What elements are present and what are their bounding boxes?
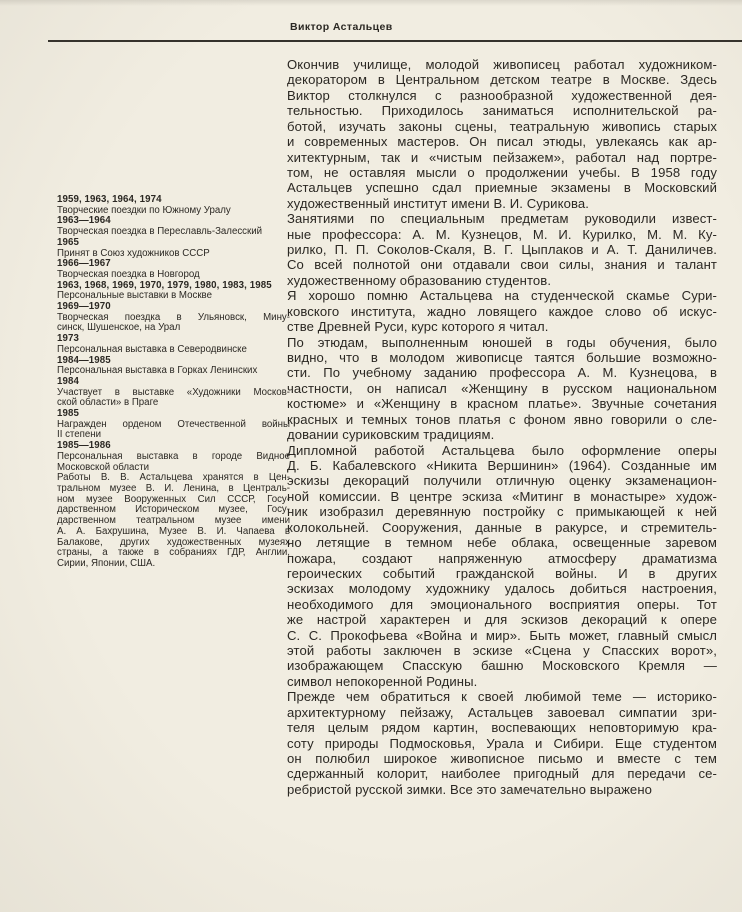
chronology-years: 1985—1986 xyxy=(57,440,111,452)
chronology-years: 1965 xyxy=(57,236,79,248)
collections-note-line: А. А. Бахрушина, Музее В. И. Чапаева в xyxy=(57,525,290,537)
article-line: же настрой характерен и для эскизов декораций к опере xyxy=(287,612,717,628)
chronology-entry xyxy=(57,259,290,280)
collections-note-line: страны, а также в собраниях ГДР, Англии, xyxy=(57,547,290,559)
article-line: Со всей полнотой они отдавали свои силы, знания и талант xyxy=(287,257,717,273)
chronology-entry xyxy=(57,441,290,473)
article-paragraph xyxy=(287,57,717,211)
article-line: архитектурному пейзажу, Астальцев завоевал симпатии зри- xyxy=(287,704,717,720)
article-line: теля целым рядом картин, воспевающих неповторимую кра- xyxy=(287,720,717,736)
chronology-text-line: Персональная выставка в городе Видное xyxy=(57,450,290,462)
article-line: тельностью. Приходилось заниматься исполнительской ра- xyxy=(287,103,717,119)
article-paragraph xyxy=(287,689,717,797)
article-line: Д. Б. Кабалевского «Никита Вершинин» (1964). Созданные им xyxy=(287,457,717,473)
chronology-entry xyxy=(57,216,290,237)
page-header-title: Виктор Астальцев xyxy=(290,21,393,33)
chronology-years: 1966—1967 xyxy=(57,258,111,270)
chronology-text-line: Творческая поездка в Переславль-Залесский xyxy=(57,226,263,238)
chronology-text-line: Награжден орденом Отечественной войны xyxy=(57,418,290,430)
article-line: декоратором в Центральном детском театре в Москве. Здесь xyxy=(287,72,717,88)
header-rule xyxy=(48,40,742,42)
article-line: героических событий гражданской войны. И в других xyxy=(287,565,717,581)
collections-note-line: Балакове, других художественных музеях xyxy=(57,536,290,548)
chronology-years: 1985 xyxy=(57,408,79,420)
article-line: Окончив училище, молодой живописец работал художником- xyxy=(287,57,717,72)
collections-note-line: тральном музее В. И. Ленина, в Централь- xyxy=(57,482,290,494)
article-line: С. С. Прокофьева «Война и мир». Быть может, главный смысл xyxy=(287,627,717,643)
article-line: Прежде чем обратиться к своей любимой теме — историко- xyxy=(287,689,717,705)
collections-note-line: дарственном Историческом музее, Госу- xyxy=(57,504,290,516)
article-line: символ непокоренной Родины. xyxy=(287,673,478,689)
chronology-text-line: Участвует в выставке «Художники Москов- xyxy=(57,386,290,398)
article-line: частности, он написал «Женщину в русском национальном xyxy=(287,380,717,396)
article-line: сти. По учебному заданию профессора А. М. Кузнецова, в xyxy=(287,365,717,381)
article-line: соту природы Подмосковья, Урала и Сибири. Еще студентом xyxy=(287,735,717,751)
chronology-entry xyxy=(57,356,290,377)
article-line: видно, что в молодом живописце таятся большие возможно- xyxy=(287,350,717,366)
chronology-sidebar xyxy=(57,195,290,570)
article-line: необходимого для эмоционального восприятия оперы. Тот xyxy=(287,596,717,612)
article-line: ребристой русской зимки. Все это замечательно выражено xyxy=(287,781,653,797)
article-line: пожара, создают напряженную атмосферу драматизма xyxy=(287,550,717,566)
article-paragraph xyxy=(287,211,717,288)
chronology-text-line: Московской области xyxy=(57,461,150,473)
article-line: По этюдам, выполненным юношей в годы обучения, было xyxy=(287,334,717,350)
chronology-entry xyxy=(57,238,290,259)
chronology-text-line: II степени xyxy=(57,429,102,441)
article-line: ботой, изучать законы сцены, театральную живопись старых xyxy=(287,118,717,134)
article-paragraph xyxy=(287,335,717,443)
article-line: ник изобразил деревянную постройку с примыкающей к ней xyxy=(287,504,717,520)
chronology-text-line: Персональная выставка в Горках Ленинских xyxy=(57,365,258,377)
chronology-entry xyxy=(57,302,290,334)
article-line: изображающем Спасскую башню Московского Кремля — xyxy=(287,658,717,674)
article-paragraph xyxy=(287,443,717,690)
article-line: он полюбил широкое живописное письмо и вместе с тем xyxy=(287,750,717,766)
chronology-years: 1984 xyxy=(57,375,79,387)
article-line: костюме» и «Женщину в красном платье». Звучные сочетания xyxy=(287,396,717,412)
collections-note-line: дарственном театральном музее имени xyxy=(57,515,290,527)
chronology-entry xyxy=(57,195,290,216)
chronology-text-line: Творческая поездка в Новгород xyxy=(57,268,200,280)
chronology-years: 1984—1985 xyxy=(57,354,111,366)
article-line: довании суриковским традициям. xyxy=(287,427,495,443)
chronology-entry xyxy=(57,377,290,409)
chronology-years: 1973 xyxy=(57,333,79,345)
chronology-text-line: Принят в Союз художников СССР xyxy=(57,247,210,259)
chronology-entry xyxy=(57,409,290,441)
article-line: стве Древней Руси, курс которого я читал. xyxy=(287,319,549,335)
article-line: Я хорошо помню Астальцева на студенческой скамье Сури- xyxy=(287,288,717,304)
article-line: Виктор столкнулся с разнообразной художественной дея- xyxy=(287,87,717,103)
collections-note-line: Работы В. В. Астальцева хранятся в Цен- xyxy=(57,472,290,484)
article-line: но летящие в темном небе облака, освещенные заревом xyxy=(287,535,717,551)
chronology-years: 1963—1964 xyxy=(57,215,111,227)
collections-note-line: Сирии, Японии, США. xyxy=(57,557,156,569)
article-line: Дипломной работой Астальцева было оформление оперы xyxy=(287,442,717,458)
chronology-text-line: Персональные выставки в Москве xyxy=(57,290,212,302)
chronology-text-line: ской области» в Праге xyxy=(57,397,159,409)
article-text xyxy=(287,57,717,797)
chronology-entry xyxy=(57,334,290,355)
chronology-years: 1959, 1963, 1964, 1974 xyxy=(57,194,162,205)
article-line: и современных мастеров. Он писал этюды, увлекаясь как ар- xyxy=(287,134,717,150)
article-line: ковского института, жадно ловящего каждое слово об искус- xyxy=(287,303,717,319)
chronology-text-line: Творческая поездка в Ульяновск, Мину- xyxy=(57,311,290,323)
article-line: эскизах молодому художнику удалось добиться настроения, xyxy=(287,581,717,597)
article-line: эскизы декораций получили отличную оценку экзаменацион- xyxy=(287,473,717,489)
chronology-years: 1963, 1968, 1969, 1970, 1979, 1980, 1983, 1985 xyxy=(57,279,272,291)
article-line: этой работы заключен в эскизе «Сцена у Спасских ворот», xyxy=(287,643,717,659)
collections-note-line: ном музее Вооруженных Сил СССР, Госу- xyxy=(57,493,290,505)
article-line: том, не оставляя мысли о продолжении учебы. В 1958 году xyxy=(287,164,717,180)
article-line: Занятиями по специальным предметам руководили извест- xyxy=(287,211,717,227)
article-line: хитектурным, так и «чистым пейзажем», работал над портре- xyxy=(287,149,717,165)
chronology-text-line: синск, Шушенское, на Урал xyxy=(57,322,181,334)
chronology-text-line: Творческие поездки по Южному Уралу xyxy=(57,204,231,216)
article-paragraph xyxy=(287,288,717,334)
article-line: художественный институт имени В. И. Сурикова. xyxy=(287,195,589,211)
chronology-text-line: Персональная выставка в Северодвинске xyxy=(57,343,247,355)
chronology-entry xyxy=(57,281,290,302)
article-line: художественному образованию студентов. xyxy=(287,272,552,288)
article-line: ной комиссии. В центре эскиза «Митинг в монастыре» худож- xyxy=(287,488,717,504)
article-line: ные профессора: А. М. Кузнецов, М. И. Курилко, М. М. Ку- xyxy=(287,226,717,242)
article-line: рилко, П. П. Соколов-Скаля, В. Г. Цыплаков и А. Т. Даниличев. xyxy=(287,242,717,258)
article-line: красных и темных тонов платья с фоном явно говорили о сле- xyxy=(287,411,717,427)
article-line: Астальцев успешно сдал приемные экзамены в Московский xyxy=(287,180,717,196)
article-line: сдержанный колорит, наиболее пригодный для передачи се- xyxy=(287,766,717,782)
article-line: колокольней. Сооружения, данные в ракурсе, и стремитель- xyxy=(287,519,717,535)
chronology-years: 1969—1970 xyxy=(57,301,111,313)
